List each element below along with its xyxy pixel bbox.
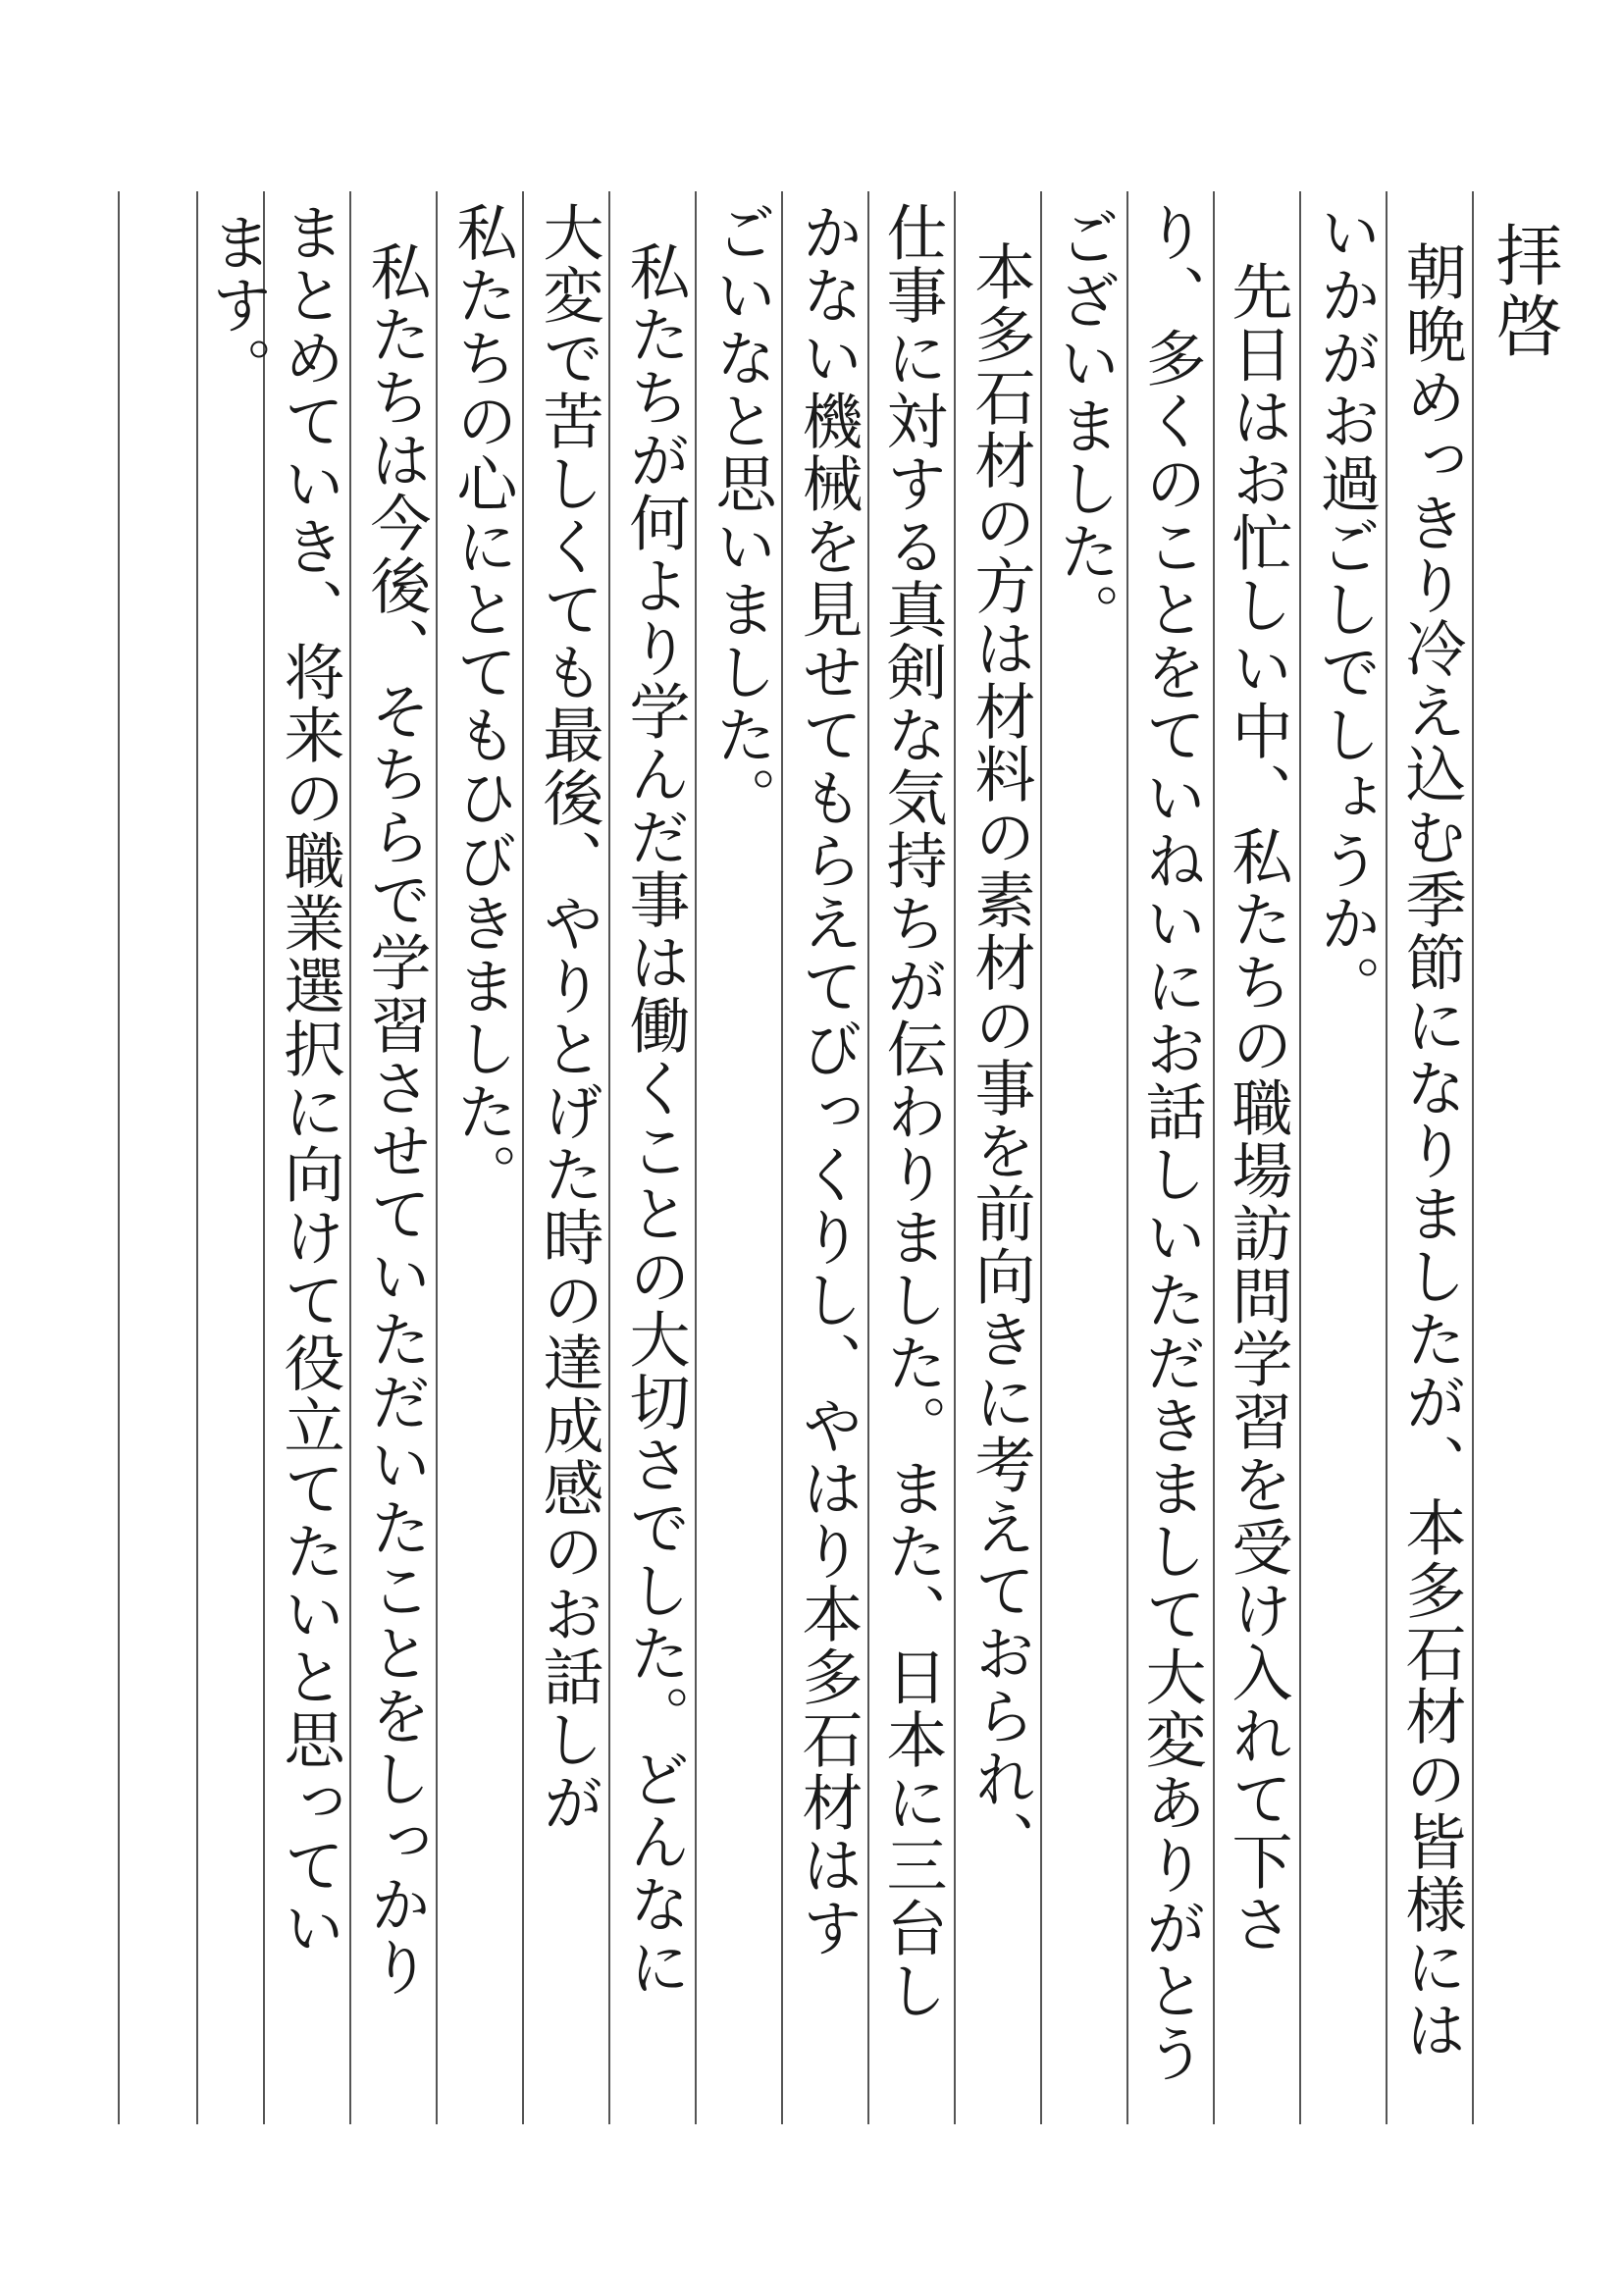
letter-line: 仕事に対する真剣な気持ちが伝わりました。また、日本に三台し xyxy=(876,201,948,2022)
letter-line: いかがお過ごしでしょうか。 xyxy=(1310,201,1382,1018)
letter-line: ます。 xyxy=(201,211,273,399)
salutation: 拝啓 xyxy=(1485,221,1562,362)
ruled-line xyxy=(1040,191,1042,2124)
ruled-line xyxy=(954,191,956,2124)
ruled-line xyxy=(522,191,524,2124)
letter-line: 私たちが何より学んだ事は働くことの大切さでした。どんなに xyxy=(619,240,691,1999)
ruled-line xyxy=(196,191,198,2124)
ruled-line xyxy=(263,191,265,2124)
letter-line: かない機械を見せてもらえてびっくりし、やはり本多石材はす xyxy=(792,201,864,1959)
ruled-line xyxy=(867,191,869,2124)
ruled-line xyxy=(1386,191,1387,2124)
ruled-line xyxy=(1126,191,1128,2124)
letter-line: 本多石材の方は材料の素材の事を前向きに考えておられ、 xyxy=(965,240,1036,1873)
letter-line: ございました。 xyxy=(1049,206,1121,646)
letter-line: り、多くのことをていねいにお話しいただきまして大変ありがとう xyxy=(1135,201,1207,2085)
letter-line: 私たちの心にとてもひびきました。 xyxy=(446,201,518,1206)
ruled-line xyxy=(1472,191,1474,2124)
ruled-line xyxy=(1213,191,1215,2124)
ruled-line xyxy=(1299,191,1301,2124)
ruled-line xyxy=(349,191,351,2124)
letter-line: 朝晩めっきり冷え込む季節になりましたが、本多石材の皆様には xyxy=(1395,240,1467,2061)
letter-line: 先日はお忙しい中、私たちの職場訪問学習を受け入れて下さ xyxy=(1222,260,1293,1956)
letter-line: 大変で苦しくても最後、やりとげた時の達成感のお話しが xyxy=(533,201,604,1834)
ruled-line xyxy=(436,191,438,2124)
ruled-line xyxy=(781,191,783,2124)
letter-line: 私たちは今後、そちらで学習させていただいたことをしっかり xyxy=(360,240,432,1999)
ruled-line xyxy=(118,191,120,2124)
ruled-line xyxy=(608,191,610,2124)
ruled-line xyxy=(695,191,697,2124)
letter-line: ごいなと思いました。 xyxy=(706,201,777,829)
letter-line: まとめていき、将来の職業選択に向けて役立てたいと思ってい xyxy=(274,201,345,1959)
